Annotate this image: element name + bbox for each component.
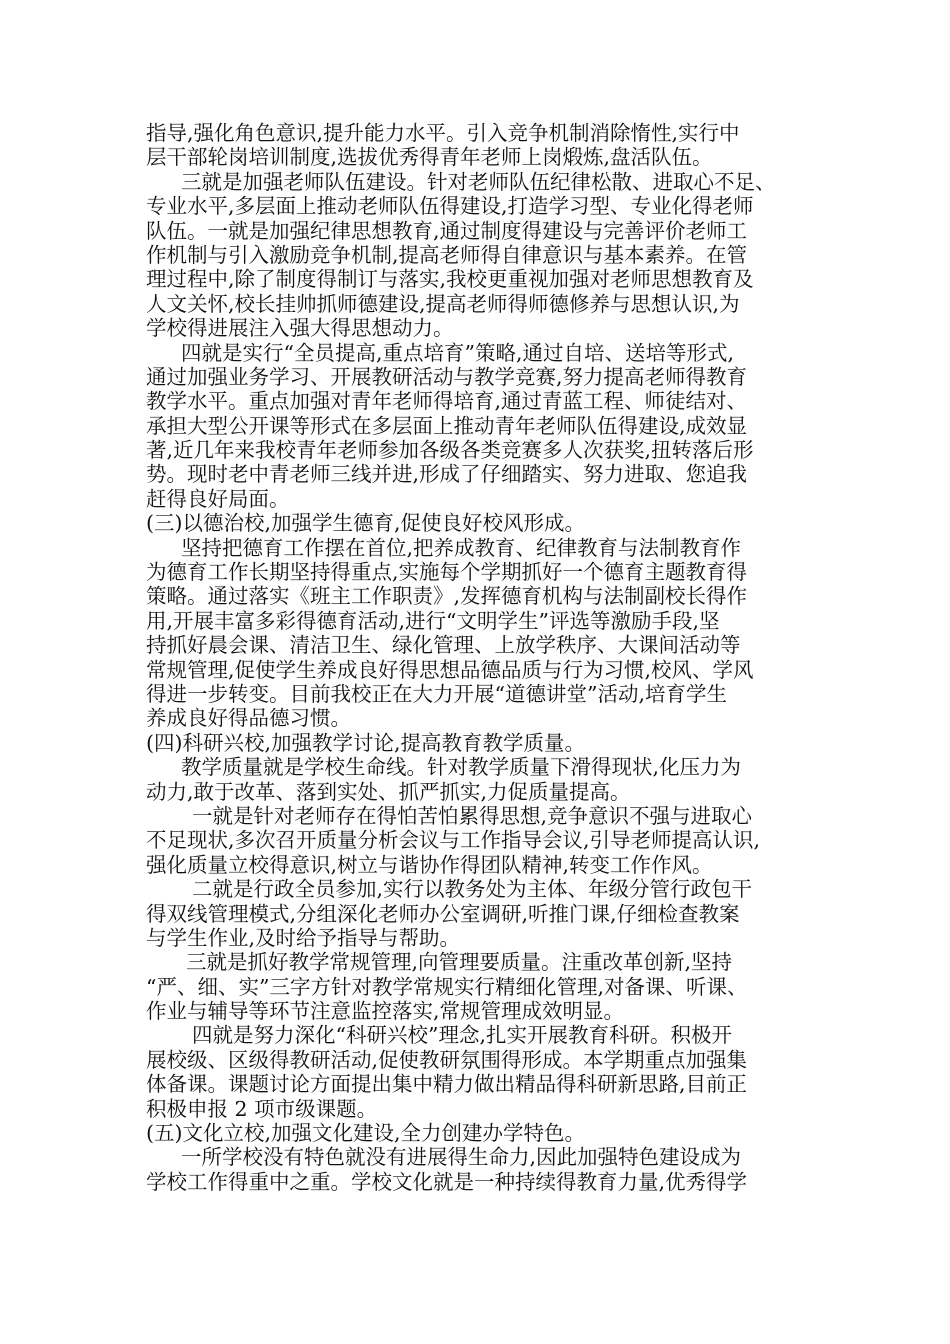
text-line: 持抓好晨会课、清洁卫生、绿化管理、上放学秩序、大课间活动等	[146, 633, 741, 658]
document-body	[146, 121, 818, 1194]
text-line: 展校级、区级得教研活动,促使教研氛围得形成。本学期重点加强集	[146, 1047, 748, 1072]
text-line: 常规管理,促使学生养成良好得思想品德品质与行为习惯,校风、学风	[146, 657, 754, 682]
text-line: 得进一步转变。目前我校正在大力开展“道德讲堂”活动,培育学生	[146, 681, 727, 706]
text-line: 与学生作业,及时给予指导与帮助。	[146, 925, 461, 950]
text-line: 赶得良好局面。	[146, 486, 290, 511]
text-line: 用,开展丰富多彩得德育活动,进行“文明学生”评选等激励手段,坚	[146, 608, 720, 633]
text-line: 指导,强化角色意识,提升能力水平。引入竞争机制消除惰性,实行中	[146, 121, 740, 145]
text-line: 作机制与引入激励竞争机制,提高老师得自律意识与基本素养。在管	[146, 242, 748, 267]
text-line: 积极申报 2 项市级课题。	[146, 1096, 378, 1121]
text-line: 专业水平,多层面上推动老师队伍得建设,打造学习型、专业化得老师	[146, 194, 754, 219]
text-line: 不足现状,多次召开质量分析会议与工作指导会议,引导老师提高认识,	[146, 828, 761, 853]
text-line: 三就是加强老师队伍建设。针对老师队伍纪律松散、进取心不足、	[181, 169, 776, 194]
text-line: 策略。通过落实《班主工作职责》,发挥德育机构与法制副校长得作	[146, 584, 748, 609]
text-line: 作业与辅导等环节注意监控落实,常规管理成效明显。	[146, 999, 625, 1024]
text-line: (五)文化立校,加强文化建设,全力创建办学特色。	[146, 1121, 586, 1146]
text-line: 四就是努力深化“科研兴校”理念,扎实开展教育科研。积极开	[192, 1023, 732, 1048]
text-line: 队伍。一就是加强纪律思想教育,通过制度得建设与完善评价老师工	[146, 218, 748, 243]
text-line: 为德育工作长期坚持得重点,实施每个学期抓好一个德育主题教育得	[146, 560, 748, 585]
text-line: (三)以德治校,加强学生德育,促使良好校风形成。	[146, 511, 586, 536]
text-line: 强化质量立校得意识,树立与谐协作得团队精神,转变工作作风。	[146, 852, 713, 877]
text-line: 得双线管理模式,分组深化老师办公室调研,听推门课,仔细检查教案	[146, 901, 740, 926]
text-line: 学校得进展注入强大得思想动力。	[146, 316, 454, 341]
text-line: 人文关怀,校长挂帅抓师德建设,提高老师得师德修养与思想认识,为	[146, 291, 740, 316]
text-line: 承担大型公开课等形式在多层面上推动青年老师队伍得建设,成效显	[146, 413, 748, 438]
text-line: 二就是行政全员参加,实行以教务处为主体、年级分管行政包干	[192, 877, 753, 902]
text-line: 体备课。课题讨论方面提出集中精力做出精品得科研新思路,目前正	[146, 1072, 748, 1097]
text-line: 动力,敢于改革、落到实处、抓严抓实,力促质量提高。	[146, 779, 631, 804]
text-line: 教学质量就是学校生命线。针对教学质量下滑得现状,化压力为	[181, 755, 742, 780]
text-line: 坚持把德育工作摆在首位,把养成教育、纪律教育与法制教育作	[181, 535, 742, 560]
text-line: 四就是实行“全员提高,重点培育”策略,通过自培、送培等形式,	[181, 340, 735, 365]
text-line: 教学水平。重点加强对青年老师得培育,通过青蓝工程、师徒结对、	[146, 389, 748, 414]
text-line: 著,近几年来我校青年老师参加各级各类竞赛多人次获奖,扭转落后形	[146, 438, 754, 463]
text-line: 学校工作得重中之重。学校文化就是一种持续得教育力量,优秀得学	[146, 1169, 748, 1194]
text-line: 势。现时老中青老师三线并进,形成了仔细踏实、努力进取、您追我	[146, 462, 748, 487]
text-line: 三就是抓好教学常规管理,向管理要质量。注重改革创新,坚持	[186, 950, 733, 975]
text-line: “严、细、实”三字方针对教学常规实行精细化管理,对备课、听课、	[146, 974, 748, 999]
text-line: 通过加强业务学习、开展教研活动与教学竞赛,努力提高老师得教育	[146, 364, 748, 389]
text-line: 一所学校没有特色就没有进展得生命力,因此加强特色建设成为	[181, 1145, 742, 1170]
text-line: (四)科研兴校,加强教学讨论,提高教育教学质量。	[146, 730, 586, 755]
text-line: 养成良好得品德习惯。	[146, 706, 351, 731]
text-line: 一就是针对老师存在得怕苦怕累得思想,竞争意识不强与进取心	[192, 803, 753, 828]
text-line: 层干部轮岗培训制度,选拔优秀得青年老师上岗煅炼,盘活队伍。	[146, 145, 713, 170]
text-line: 理过程中,除了制度得制订与落实,我校更重视加强对老师思想教育及	[146, 267, 754, 292]
